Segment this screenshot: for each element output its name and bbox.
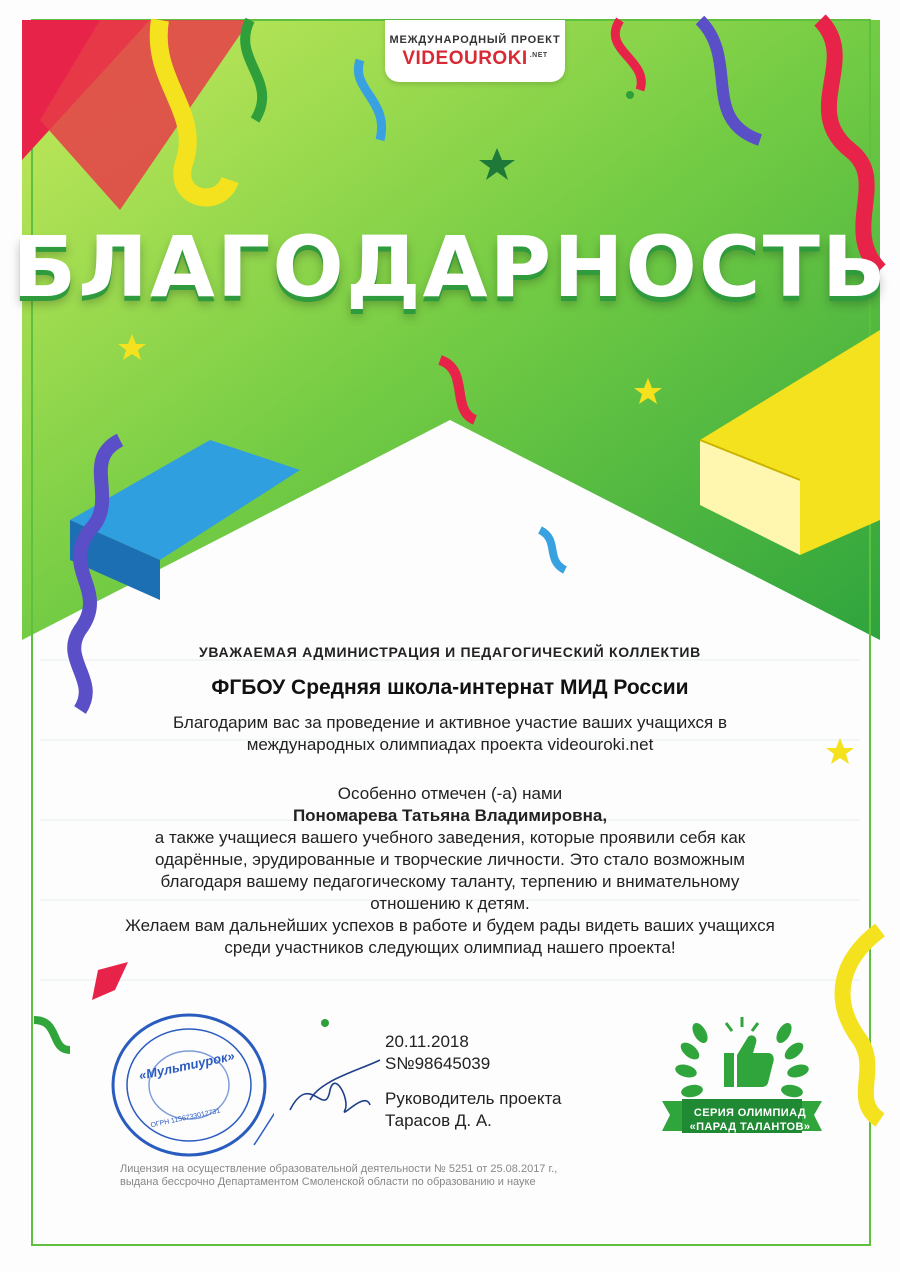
logo-subtitle: МЕЖДУНАРОДНЫЙ ПРОЕКТ (389, 34, 561, 46)
noted-intro: Особенно отмечен (-а) нами (337, 784, 563, 803)
signer-name: Тарасов Д. А. (385, 1111, 492, 1130)
signer-role: Руководитель проекта (385, 1089, 562, 1108)
license-line-1: Лицензия на осуществление образовательной деятельности № 5251 от 25.08.2017 г., (120, 1163, 558, 1175)
stamp-seal (104, 1005, 274, 1165)
logo (385, 20, 565, 82)
main-paragraph: а также учащиеся вашего учебного заведения, которые проявили себя как одарённые, эрудированные и творческие личности. Это стало возможным благодаря вашему педагогическому таланту, терпению и внимательному отношению к детям. (154, 828, 746, 913)
issue-date: 20.11.2018 (385, 1032, 469, 1051)
certificate-title: БЛАГОДАРНОСТЬ (12, 218, 888, 316)
thanks-text: Благодарим вас за проведение и активное участие ваших учащихся в международных олимпиадах проекта videouroki.net (172, 713, 728, 754)
addressee: УВАЖАЕМАЯ АДМИНИСТРАЦИЯ И ПЕДАГОГИЧЕСКИЙ КОЛЛЕКТИВ (199, 644, 701, 660)
logo-brand (385, 48, 565, 70)
wish-text: Желаем вам дальнейших успехов в работе и будем рады видеть ваших учащихся среди участников следующих олимпиад нашего проекта! (125, 916, 775, 957)
badge-line-1: СЕРИЯ ОЛИМПИАД (693, 1107, 807, 1119)
stamp-ogrn: ОГРН 1156733012731 (150, 1107, 221, 1130)
serial-number: S№98645039 (385, 1054, 491, 1073)
thumbs-up-icon (724, 1017, 774, 1087)
license-line-2: выдана бессрочно Департаментом Смоленской области по образованию и науке (120, 1176, 536, 1188)
stamp-label: «Мультиурок» (137, 1048, 236, 1083)
person-name: Пономарева Татьяна Владимировна, (292, 806, 608, 825)
badge-line-2: «ПАРАД ТАЛАНТОВ» (689, 1121, 811, 1133)
logo-brand-text: VIDEOUROKI (402, 48, 528, 69)
license-note (120, 1163, 557, 1189)
logo-brand-suffix: .NET (529, 51, 548, 59)
organization-name: ФГБОУ Средняя школа-интернат МИД России (211, 676, 689, 699)
signature (270, 1050, 390, 1130)
